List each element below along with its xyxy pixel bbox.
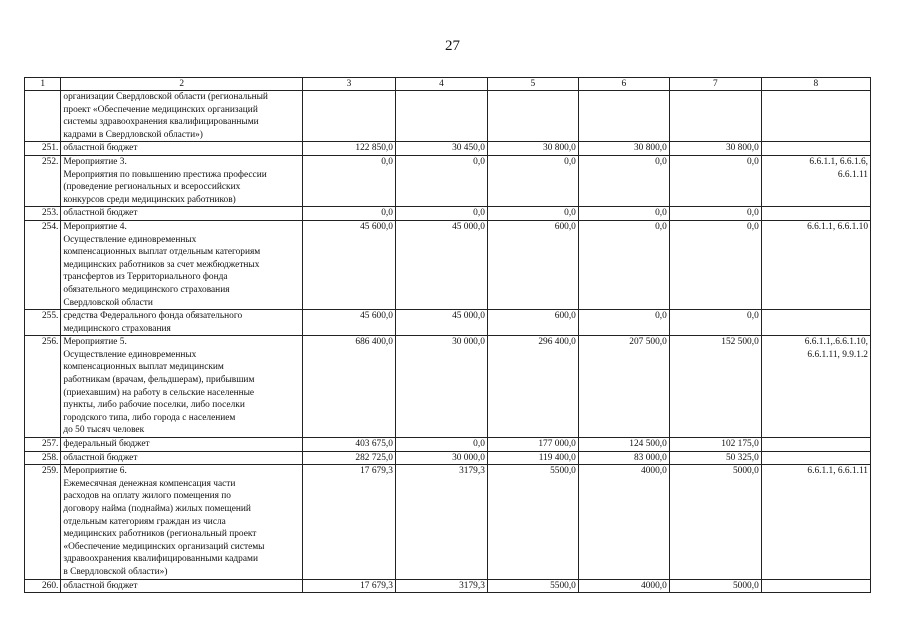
table-row (25, 438, 871, 452)
description-line: средства Федерального фонда обязательного (63, 311, 243, 322)
row-number: 252. (25, 155, 61, 206)
amount-cell-v4: 45 000,0 (395, 220, 487, 309)
description-line: медицинского страхования (63, 323, 171, 334)
amount-cell-v7 (669, 91, 761, 142)
amount-cell-v4: 3179,3 (395, 465, 487, 579)
amount-cell-v6 (578, 91, 669, 142)
amount-cell-v4: 30 450,0 (395, 142, 487, 156)
row-description (61, 220, 303, 309)
amount-cell-v5: 5500,0 (487, 579, 578, 593)
description-line: (приехавшим) на работу в сельские населенные (63, 387, 255, 398)
amount-cell-v7: 0,0 (669, 155, 761, 206)
description-line: проект «Обеспечение медицинских организаций (63, 104, 258, 115)
row-description (61, 451, 303, 465)
table-row (25, 207, 871, 221)
row-description (61, 91, 303, 142)
amount-cell-v6: 83 000,0 (578, 451, 669, 465)
description-line: Мероприятия по повышению престижа профессии (63, 169, 267, 180)
target-indicators (761, 438, 870, 452)
description-line: областной бюджет (63, 452, 138, 463)
description-line: областной бюджет (63, 208, 138, 219)
amount-cell-v4 (395, 91, 487, 142)
column-header: 8 (761, 78, 870, 91)
table-row (25, 579, 871, 593)
table-row (25, 155, 871, 206)
row-description (61, 336, 303, 438)
amount-cell-v7: 102 175,0 (669, 438, 761, 452)
row-number: 251. (25, 142, 61, 156)
target-indicators (761, 579, 870, 593)
target-indicators (761, 91, 870, 142)
table-body (25, 91, 871, 593)
amount-cell-v7: 30 800,0 (669, 142, 761, 156)
table-row (25, 91, 871, 142)
row-description (61, 155, 303, 206)
amount-cell-v6: 4000,0 (578, 465, 669, 579)
amount-cell-v3: 0,0 (302, 207, 395, 221)
target-line: 6.6.1.11 (837, 169, 868, 180)
column-header: 6 (578, 78, 669, 91)
page-number: 27 (445, 38, 460, 54)
description-line: работникам (врачам, фельдшерам), прибывшим (63, 375, 255, 386)
row-number: 260. (25, 579, 61, 593)
amount-cell-v6: 0,0 (578, 155, 669, 206)
amount-cell-v3: 17 679,3 (302, 579, 395, 593)
description-line: Мероприятие 6. (63, 466, 127, 477)
amount-cell-v5: 296 400,0 (487, 336, 578, 438)
description-line: медицинских работников за счет межбюджетных (63, 259, 260, 270)
amount-cell-v6: 124 500,0 (578, 438, 669, 452)
row-number: 256. (25, 336, 61, 438)
amount-cell-v7: 5000,0 (669, 465, 761, 579)
table-row (25, 451, 871, 465)
target-line: 6.6.1.1, 6.6.1.6, (809, 156, 868, 167)
amount-cell-v5: 0,0 (487, 207, 578, 221)
amount-cell-v5: 177 000,0 (487, 438, 578, 452)
description-line: компенсационных выплат медицинским (63, 362, 224, 373)
amount-cell-v7: 152 500,0 (669, 336, 761, 438)
target-indicators (761, 465, 870, 579)
amount-cell-v7: 5000,0 (669, 579, 761, 593)
description-line: расходов на оплату жилого помещения по (63, 491, 231, 502)
description-line: отдельным категориям граждан из числа (63, 516, 226, 527)
target-line: 6.6.1.1, 6.6.1.10 (807, 221, 868, 232)
table-row (25, 220, 871, 309)
description-line: Мероприятие 5. (63, 337, 127, 348)
amount-cell-v7: 0,0 (669, 310, 761, 336)
amount-cell-v5: 5500,0 (487, 465, 578, 579)
amount-cell-v3: 686 400,0 (302, 336, 395, 438)
column-header: 1 (25, 78, 61, 91)
target-line: 6.6.1.1,.6.6.1.10, (804, 337, 868, 348)
row-description (61, 579, 303, 593)
amount-cell-v3 (302, 91, 395, 142)
description-line: кадрами в Свердловской области») (63, 129, 203, 140)
amount-cell-v6: 0,0 (578, 207, 669, 221)
table-row (25, 336, 871, 438)
target-line: 6.6.1.1, 6.6.1.11 (807, 466, 868, 477)
column-header: 5 (487, 78, 578, 91)
column-header: 7 (669, 78, 761, 91)
description-line: пункты, либо рабочие поселки, либо поселки (63, 400, 245, 411)
amount-cell-v5: 600,0 (487, 310, 578, 336)
amount-cell-v4: 30 000,0 (395, 451, 487, 465)
amount-cell-v4: 45 000,0 (395, 310, 487, 336)
amount-cell-v6: 207 500,0 (578, 336, 669, 438)
amount-cell-v7: 0,0 (669, 207, 761, 221)
target-indicators (761, 310, 870, 336)
row-number (25, 91, 61, 142)
amount-cell-v5: 0,0 (487, 155, 578, 206)
amount-cell-v3: 122 850,0 (302, 142, 395, 156)
description-line: трансфертов из Территориального фонда (63, 272, 228, 283)
description-line: федеральный бюджет (63, 439, 150, 450)
description-line: организации Свердловской области (региональный (63, 92, 268, 102)
amount-cell-v4: 3179,3 (395, 579, 487, 593)
description-line: областной бюджет (63, 143, 138, 154)
amount-cell-v5 (487, 91, 578, 142)
description-line: городского типа, либо города с населением (63, 412, 236, 423)
amount-cell-v3: 282 725,0 (302, 451, 395, 465)
row-number: 253. (25, 207, 61, 221)
amount-cell-v3: 0,0 (302, 155, 395, 206)
target-line: 6.6.1.11, 9.9.1.2 (807, 349, 868, 360)
amount-cell-v6: 4000,0 (578, 579, 669, 593)
amount-cell-v4: 0,0 (395, 155, 487, 206)
target-indicators (761, 207, 870, 221)
description-line: здравоохранения квалифицированными кадрами (63, 554, 258, 565)
amount-cell-v4: 30 000,0 (395, 336, 487, 438)
amount-cell-v3: 45 600,0 (302, 310, 395, 336)
amount-cell-v4: 0,0 (395, 438, 487, 452)
amount-cell-v3: 17 679,3 (302, 465, 395, 579)
row-description (61, 207, 303, 221)
description-line: (проведение региональных и всероссийских (63, 182, 241, 193)
description-line: компенсационных выплат отдельным категориям (63, 247, 261, 258)
amount-cell-v7: 50 325,0 (669, 451, 761, 465)
column-header: 4 (395, 78, 487, 91)
amount-cell-v6: 0,0 (578, 220, 669, 309)
description-line: областной бюджет (63, 580, 138, 591)
row-number: 259. (25, 465, 61, 579)
row-number: 255. (25, 310, 61, 336)
description-line: Свердловской области (63, 297, 153, 308)
description-line: в Свердловской области») (63, 566, 168, 577)
table-row (25, 465, 871, 579)
description-line: Осуществление единовременных (63, 349, 197, 360)
table-row (25, 142, 871, 156)
description-line: системы здравоохранения квалифицированными (63, 117, 259, 128)
header-row (25, 78, 871, 91)
amount-cell-v3: 403 675,0 (302, 438, 395, 452)
row-number: 258. (25, 451, 61, 465)
amount-cell-v5: 119 400,0 (487, 451, 578, 465)
row-description (61, 142, 303, 156)
amount-cell-v6: 30 800,0 (578, 142, 669, 156)
description-line: «Обеспечение медицинских организаций системы (63, 541, 265, 552)
row-number: 254. (25, 220, 61, 309)
budget-table (24, 77, 871, 593)
column-header: 3 (302, 78, 395, 91)
amount-cell-v5: 30 800,0 (487, 142, 578, 156)
amount-cell-v4: 0,0 (395, 207, 487, 221)
amount-cell-v5: 600,0 (487, 220, 578, 309)
description-line: конкурсов среди медицинских работников) (63, 194, 236, 205)
target-indicators (761, 220, 870, 309)
table-row (25, 310, 871, 336)
column-header: 2 (61, 78, 303, 91)
description-line: Ежемесячная денежная компенсация части (63, 478, 236, 489)
description-line: до 50 тысяч человек (63, 425, 145, 436)
row-description (61, 310, 303, 336)
amount-cell-v3: 45 600,0 (302, 220, 395, 309)
description-line: договору найма (поднайма) жилых помещений (63, 504, 251, 514)
row-number: 257. (25, 438, 61, 452)
amount-cell-v7: 0,0 (669, 220, 761, 309)
description-line: обязательного медицинского страхования (63, 284, 230, 295)
target-indicators (761, 142, 870, 156)
amount-cell-v6: 0,0 (578, 310, 669, 336)
target-indicators (761, 336, 870, 438)
row-description (61, 465, 303, 579)
row-description (61, 438, 303, 452)
description-line: Мероприятие 3. (63, 156, 127, 167)
target-indicators (761, 451, 870, 465)
description-line: медицинских работников (региональный проект (63, 529, 257, 540)
target-indicators (761, 155, 870, 206)
description-line: Мероприятие 4. (63, 221, 127, 232)
description-line: Осуществление единовременных (63, 234, 197, 245)
